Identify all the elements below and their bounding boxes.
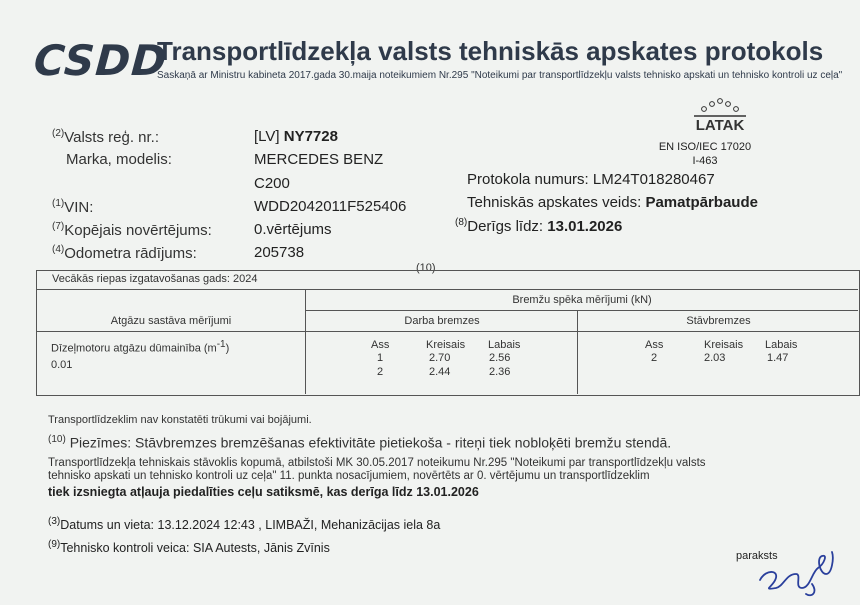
accreditation-standard: EN ISO/IEC 17020 — [658, 141, 752, 153]
service-left-2: 2.44 — [429, 366, 451, 378]
no-defects-note: Transportlīdzeklim nav konstatēti trūkumi vai bojājumi. — [48, 414, 312, 426]
service-axle-1: 1 — [377, 352, 384, 364]
odometer-label: $^{(4)}$Odometra rādījums: — [52, 244, 197, 262]
service-right-1: 2.56 — [489, 352, 511, 364]
signature-label: paraksts — [736, 550, 778, 562]
parking-brake-header: Stāvbremzes — [577, 311, 859, 332]
permit-statement: tiek izsniegta atļauja piedalīties ceļu satiksmē, kas derīga līdz 13.01.2026 — [48, 485, 479, 499]
protocol-number: Protokola numurs: LM24T018280467 — [467, 171, 715, 188]
svg-text:LATAK: LATAK — [695, 117, 745, 134]
column-divider — [577, 332, 578, 394]
col-left: Kreisais — [426, 339, 466, 351]
inspector: $^{(9)}$Tehnisko kontroli veica: SIA Autests, Jānis Zvīnis — [48, 539, 330, 556]
col-axle: Ass — [645, 339, 664, 351]
document-title: Transportlīdzekļa valsts tehniskās apskates protokols — [157, 36, 824, 66]
reg-value: [LV] NY7728 — [254, 128, 338, 145]
tyres-row: Vecākās riepas izgatavošanas gads: 2024 — [36, 270, 858, 290]
date-place: $^{(3)}$Datums un vieta: 13.12.2024 12:43 , LIMBAŽI, Mehanizācijas iela 8a — [48, 516, 441, 533]
exhaust-value: 0.01 — [51, 359, 73, 371]
accreditation-info — [640, 140, 770, 168]
rating-value: 0.vērtējums — [254, 221, 332, 238]
service-axle-2: 2 — [377, 366, 384, 378]
exhaust-header: Atgāzu sastāva mērījumi — [36, 311, 306, 332]
latak-logo — [680, 96, 760, 141]
col-axle: Ass — [371, 339, 390, 351]
model-value: C200 — [254, 175, 290, 192]
reg-label: $^{(2)}$Valsts reģ. nr.: — [52, 128, 159, 146]
make-value: MERCEDES BENZ — [254, 151, 384, 168]
column-divider — [305, 332, 306, 394]
vin-value: WDD2042011F525406 — [254, 198, 407, 215]
parking-axle-2: 2 — [651, 352, 658, 364]
table-marker: (10) — [416, 262, 436, 274]
make-label: Marka, modelis: — [66, 151, 172, 168]
document-subtitle: Saskaņā ar Ministru kabineta 2017.gada 30.maija noteikumiem Nr.295 "Noteikumi par transportlīdzekļu valsts tehnisko apskati un tehnisko kontroli uz ceļa" — [157, 70, 843, 81]
col-left: Kreisais — [704, 339, 744, 351]
service-right-2: 2.36 — [489, 366, 511, 378]
col-right: Labais — [488, 339, 521, 351]
compliance-line-2: tehnisko apskati un tehnisko kontroli uz ceļa" 11. punkta nosacījumiem, novērtēts ar 0. vērtējumu un transportlīdzeklim — [48, 470, 650, 482]
service-brake-header: Darba bremzes — [305, 311, 578, 332]
valid-until: $^{(8)}$Derīgs līdz: 13.01.2026 — [455, 217, 623, 235]
exhaust-label: Dīzeļmotoru atgāzu dūmainība (m-1) — [51, 339, 230, 355]
remarks: $^{(10)}$ Piezīmes: Stāvbremzes bremzēšanas efektivitāte pietiekoša - riteņi tiek nobloķēti bremžu stendā. — [48, 434, 672, 451]
inspection-type: Tehniskās apskates veids: Pamatpārbaude — [467, 194, 758, 211]
col-right: Labais — [765, 339, 798, 351]
rating-label: $^{(7)}$Kopējais novērtējums: — [52, 221, 212, 239]
vin-label: $^{(1)}$VIN: — [52, 198, 94, 216]
brake-header: Bremžu spēka mērījumi (kN) — [305, 290, 858, 311]
accreditation-code: I-463 — [692, 155, 718, 167]
parking-right-2: 1.47 — [767, 352, 789, 364]
parking-left-2: 2.03 — [704, 352, 726, 364]
compliance-line-1: Transportlīdzekļa tehniskais stāvoklis kopumā, atbilstoši MK 30.05.2017 noteikumu Nr.295 "Noteikumi par transportlīdzekļu valsts — [48, 457, 706, 469]
signature-image — [752, 544, 852, 605]
csdd-logo: CSDD — [32, 36, 170, 85]
odometer-value: 205738 — [254, 244, 305, 261]
measurements-table — [36, 270, 860, 396]
service-left-1: 2.70 — [429, 352, 451, 364]
